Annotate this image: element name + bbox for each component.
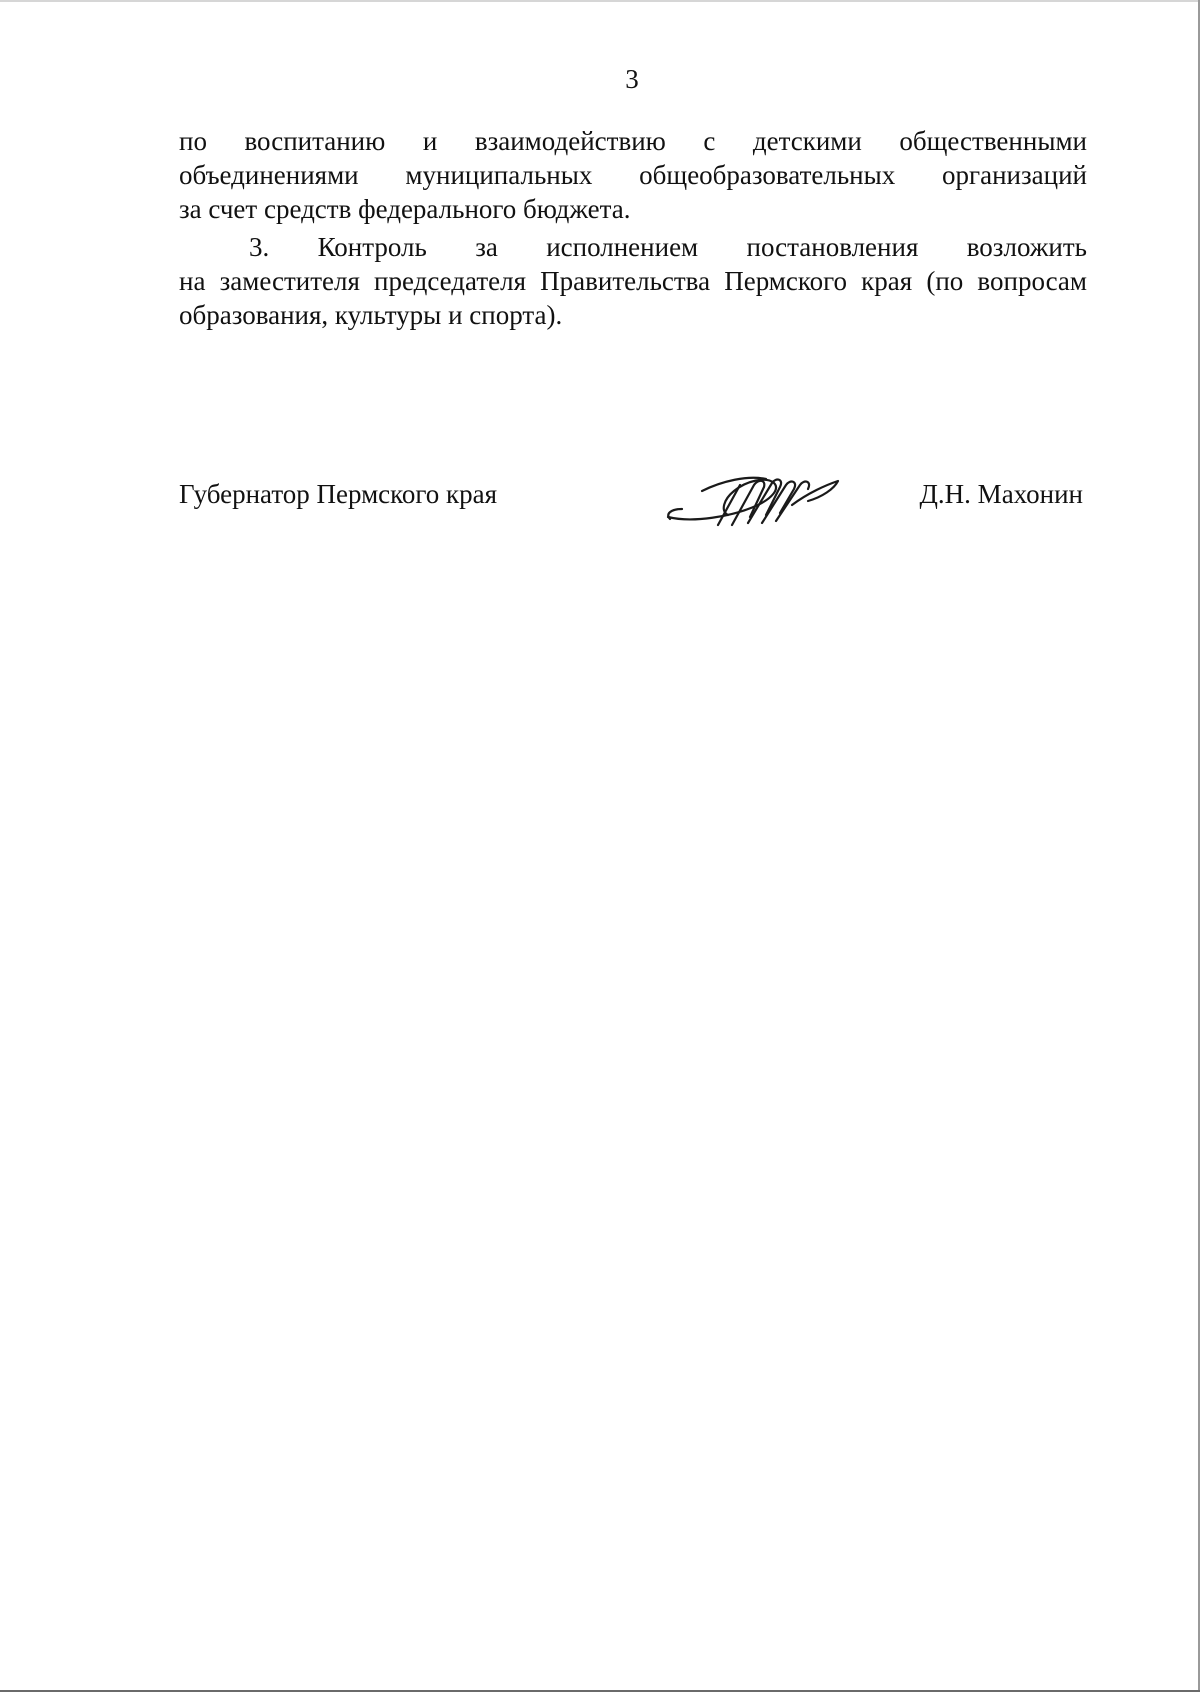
paragraph-continuation [179,124,1087,226]
text-line: объединениями муниципальных общеобразовательных организаций [179,160,1087,190]
paragraph-item-3 [179,230,1087,332]
signatory-title: Губернатор Пермского края [179,479,498,509]
signatory-name: Д.Н. Махонин [919,479,1083,509]
page-top-edge [0,0,1200,2]
document-body [179,124,1087,332]
page-number: 3 [625,64,639,94]
text-line: по воспитанию и взаимодействию с детскими общественными [179,126,1087,156]
text-line: образования, культуры и спорта). [179,300,563,330]
signature-block [179,477,1083,527]
text-line: 3. Контроль за исполнением постановления возложить [249,232,1087,262]
handwritten-signature [662,467,842,529]
text-line: на заместителя председателя Правительства Пермского края (по вопросам [179,266,1087,296]
text-line: за счет средств федерального бюджета. [179,194,631,224]
